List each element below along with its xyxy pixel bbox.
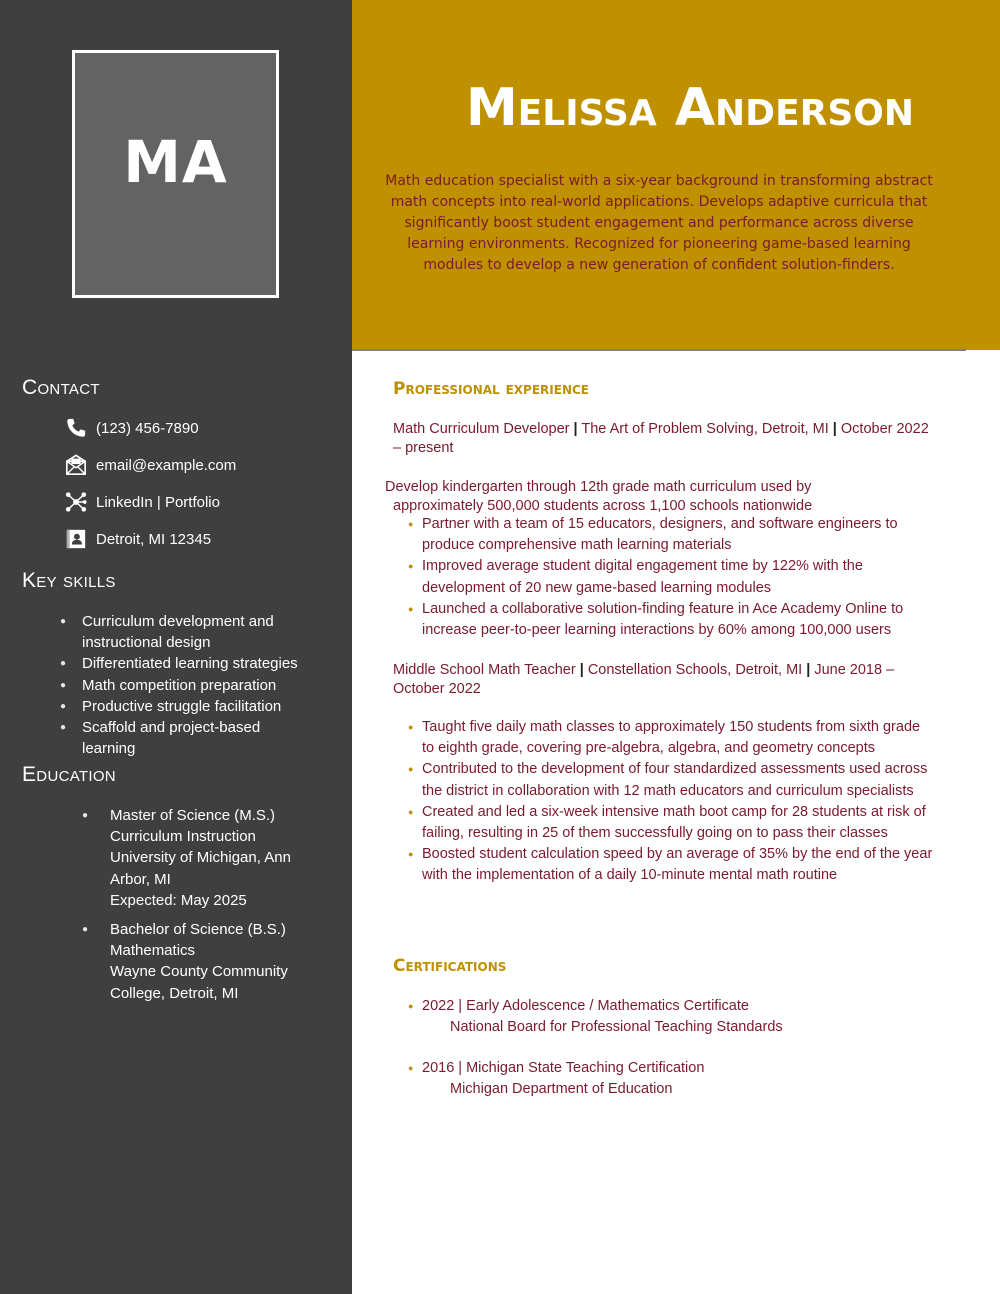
candidate-name: Melissa Anderson <box>465 78 915 138</box>
monogram-initials: MA <box>123 128 228 196</box>
contact-links-text[interactable]: LinkedIn | Portfolio <box>96 493 220 511</box>
job-summary-line1: Develop kindergarten through 12th grade math curriculum used by <box>385 479 812 495</box>
phone-icon <box>64 416 88 440</box>
job-company: Constellation Schools, Detroit, MI <box>587 662 803 678</box>
education-item <box>82 805 312 911</box>
monogram-box <box>72 50 279 298</box>
list-item: ● Productive struggle facilitation <box>60 696 310 717</box>
education-heading: Education <box>22 763 116 786</box>
job-company: The Art of Problem Solving, Detroit, MI <box>581 421 829 437</box>
list-item: ● Partner with a team of 15 educators, designers, and software engineers to produce comprehensive math learning materials <box>408 514 933 556</box>
envelope-icon <box>64 453 88 477</box>
job-title: Middle School Math Teacher <box>393 662 576 678</box>
certification-title: 2016 | Michigan State Teaching Certification <box>422 1060 705 1076</box>
school: Wayne County Community College, Detroit, MI <box>110 963 288 1002</box>
certification-item <box>408 996 933 1038</box>
contact-location <box>64 527 211 551</box>
list-item: ● Scaffold and project-based learning <box>60 717 310 759</box>
job-title-line: Middle School Math Teacher | Constellation Schools, Detroit, MI | June 2018 – October 2022 <box>393 662 895 697</box>
job-bullets <box>408 514 933 641</box>
degree: ● Master of Science (M.S.) <box>110 807 276 824</box>
list-item: ● Boosted student calculation speed by an average of 35% by the end of the year with the implementation of a daily 10-minute mental math routine <box>408 844 933 886</box>
certifications-heading: Certifications <box>393 956 507 976</box>
contact-phone <box>64 416 199 440</box>
field: Curriculum Instruction <box>110 828 256 846</box>
degree: ● Bachelor of Science (B.S.) <box>110 921 286 939</box>
certifications-list <box>408 1058 933 1100</box>
certification-item <box>408 1058 933 1100</box>
date: Expected: May 2025 <box>110 891 247 909</box>
list-item: ● Launched a collaborative solution-finding feature in Ace Academy Online to increase peer-to-peer learning interactions by 60% among 100,000 users <box>408 599 933 641</box>
sidebar <box>0 0 352 1294</box>
contact-email <box>64 453 236 477</box>
certifications-list <box>408 996 933 1038</box>
field: Mathematics <box>110 942 196 960</box>
school: University of Michigan, Ann Arbor, MI <box>110 849 291 888</box>
contact-email-text[interactable]: email@example.com <box>96 456 237 474</box>
job-bullets <box>408 717 933 887</box>
list-item: ● Math competition preparation <box>60 675 310 696</box>
list-item: ● Created and led a six-week intensive math boot camp for 28 students at risk of failing, resulting in 25 of them successfully going on to pass their classes <box>408 802 933 844</box>
list-item: ● Curriculum development and instructional design <box>60 611 310 653</box>
contact-card-icon <box>64 527 88 551</box>
skills-list <box>60 611 310 759</box>
list-item: ● Contributed to the development of four standardized assessments used across the district in collaboration with 12 math educators and curriculum specialists <box>408 759 933 801</box>
header-divider <box>352 349 966 351</box>
job-summary-line2: approximately 500,000 students across 1,100 schools nationwide <box>393 498 813 514</box>
skills-heading: Key skills <box>22 569 116 592</box>
experience-heading: Professional experience <box>393 379 589 399</box>
education-item <box>82 919 312 1004</box>
list-item: ● Taught five daily math classes to approximately 150 students from sixth grade to eighth grade, covering pre-algebra, algebra, and geometry concepts <box>408 717 933 759</box>
certification-title: 2022 | Early Adolescence / Mathematics Certificate <box>422 998 749 1014</box>
education-list <box>82 805 312 1012</box>
list-item: ● Differentiated learning strategies <box>60 653 310 674</box>
contact-phone-text: (123) 456-7890 <box>96 419 199 437</box>
list-item: ● Improved average student digital engagement time by 122% with the development of 20 new game-based learning modules <box>408 556 933 598</box>
contact-links <box>64 490 220 514</box>
certification-issuer: Michigan Department of Education <box>450 1081 673 1098</box>
job-title-line: Math Curriculum Developer | The Art of Problem Solving, Detroit, MI | October 2022 – present <box>393 421 929 456</box>
contact-heading: Contact <box>22 376 100 399</box>
job-dates: October 2022 – present <box>393 421 929 456</box>
job-title: Math Curriculum Developer <box>393 421 570 437</box>
contact-location-text: Detroit, MI 12345 <box>96 530 212 548</box>
network-icon <box>64 490 88 514</box>
profile-summary: Math education specialist with a six-year background in transforming abstract math concepts into real-world applications. Develops adaptive curricula that significantly boost student engagement and performance across diverse learning environments. Recognized for pioneering game-based learning modules to develop a new generation of confident solution-finders. <box>385 173 933 273</box>
job-dates: June 2018 – October 2022 <box>393 662 895 697</box>
certification-issuer: National Board for Professional Teaching Standards <box>450 1019 783 1036</box>
